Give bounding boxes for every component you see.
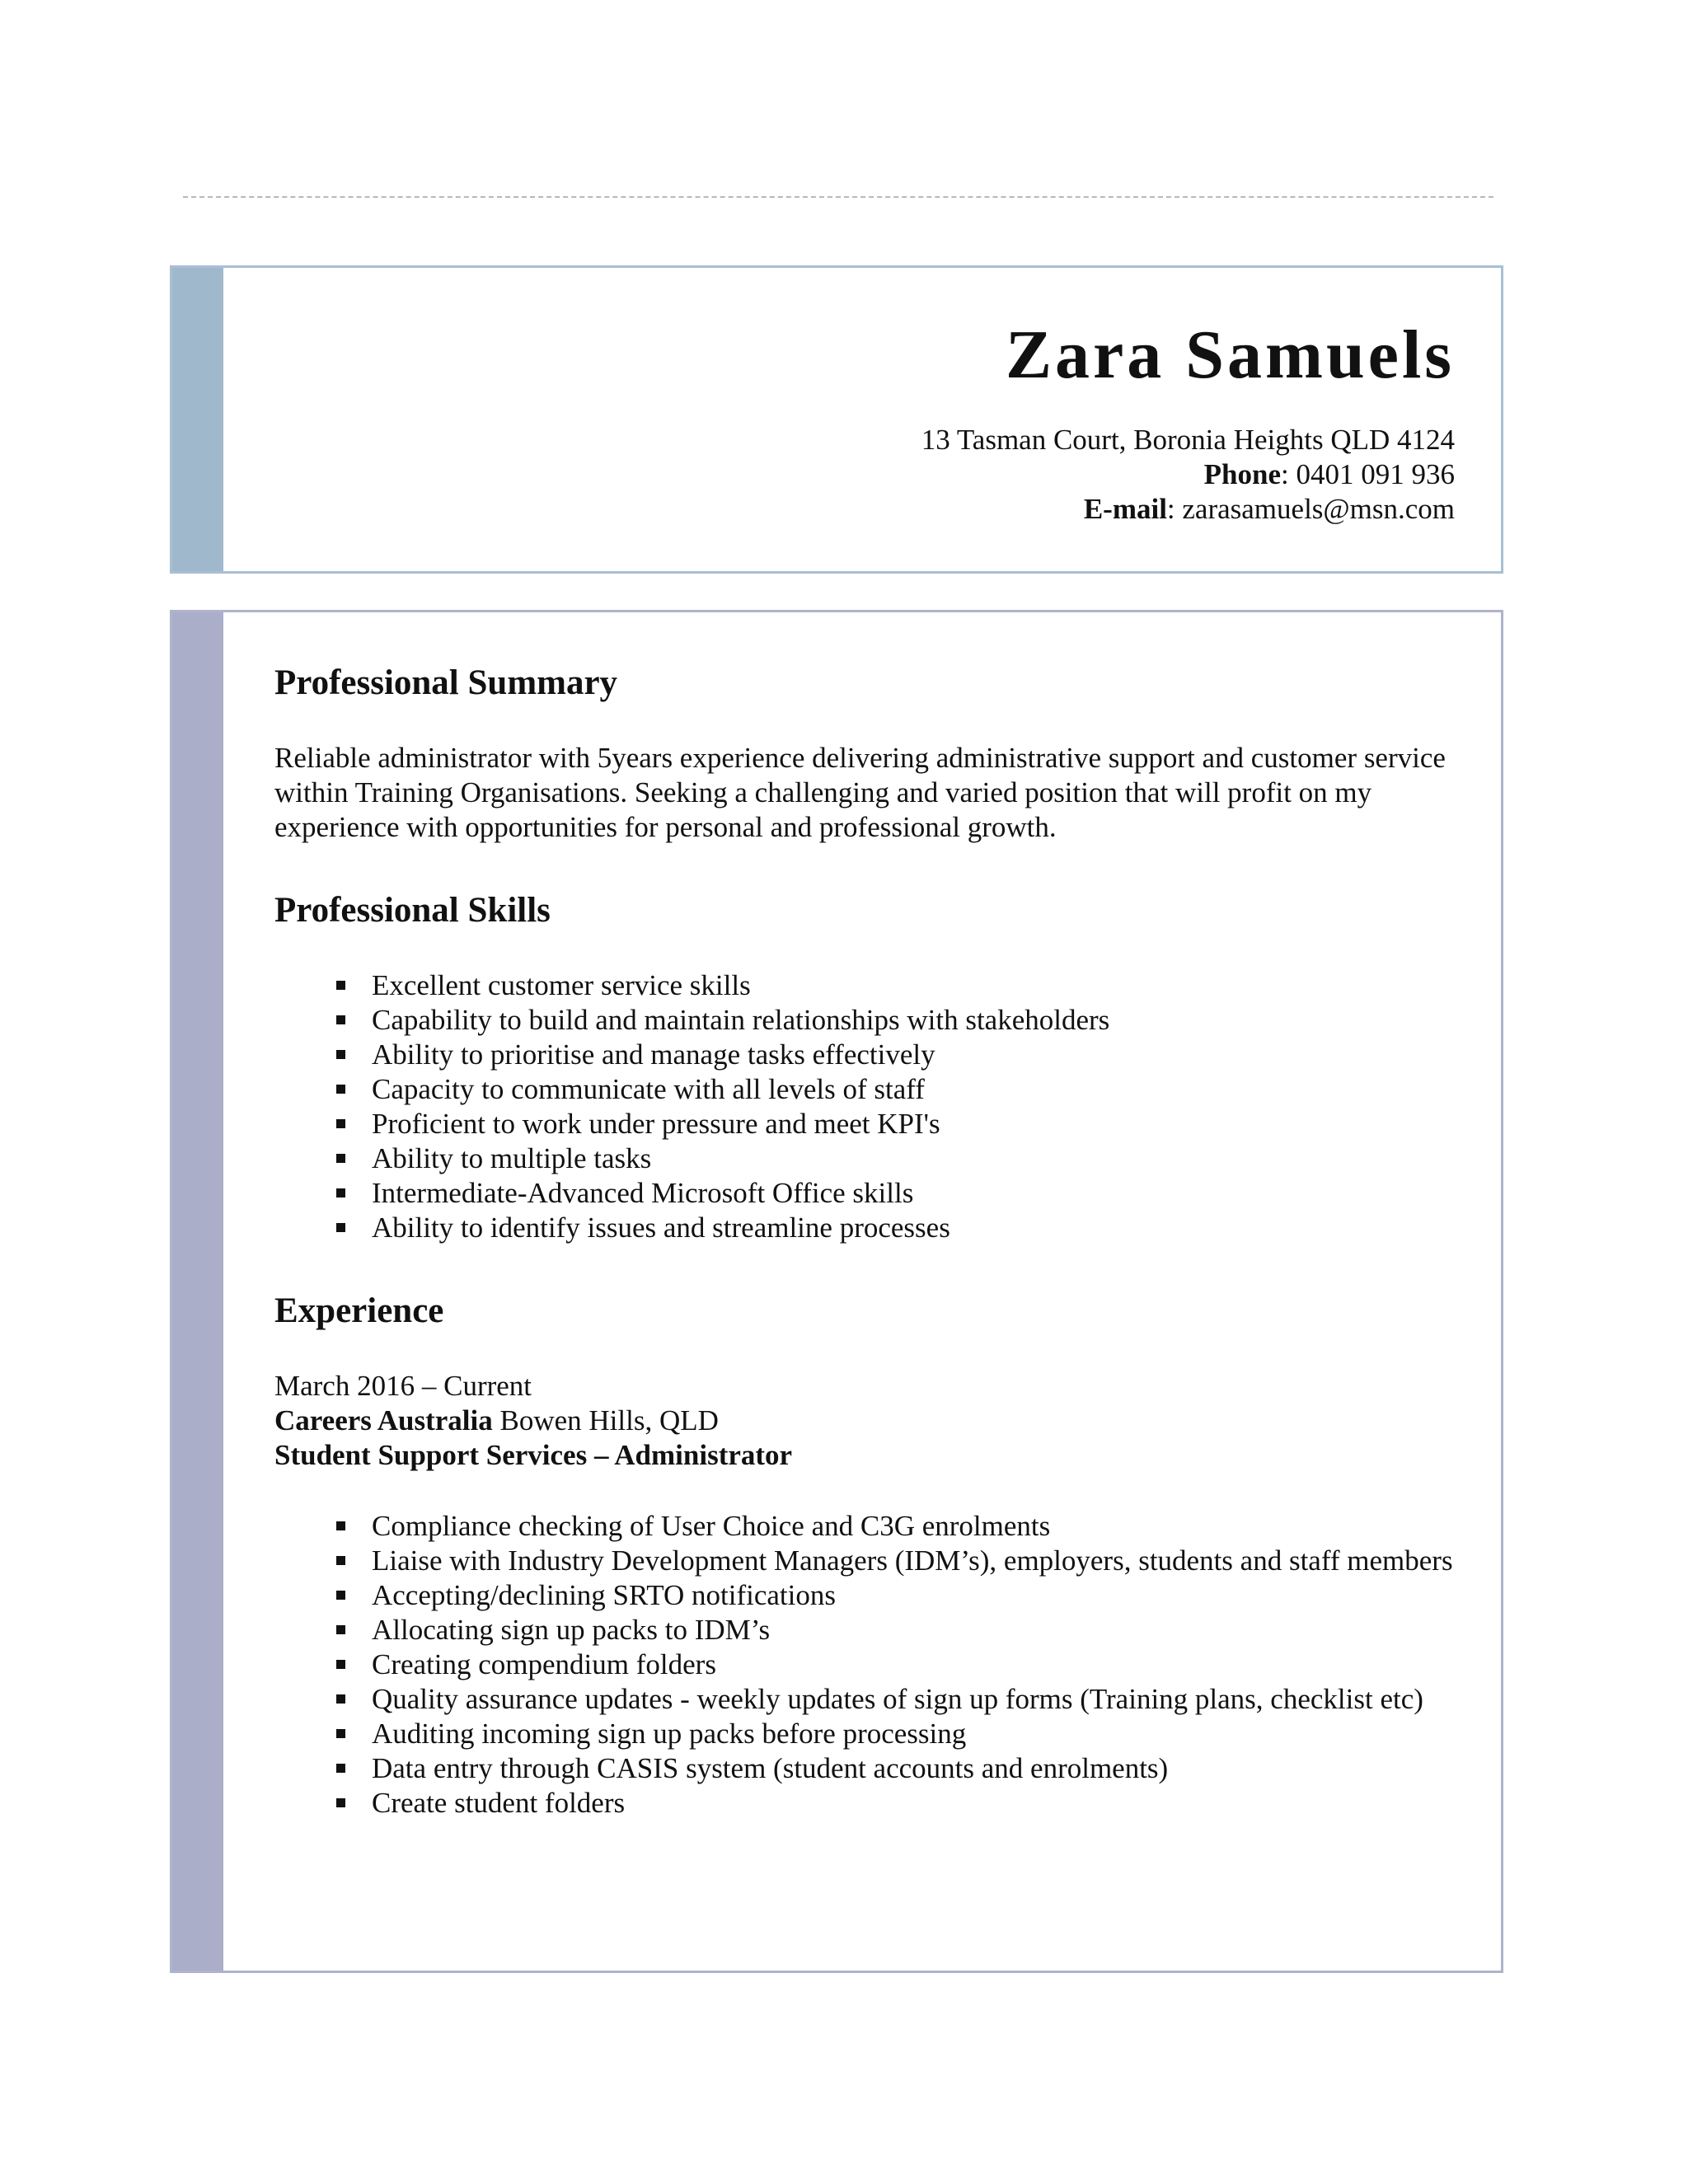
duty-item (274, 1751, 1461, 1786)
header-accent-bar (172, 268, 223, 571)
employer-location: Bowen Hills, QLD (492, 1404, 719, 1436)
duty-text: Create student folders (372, 1787, 626, 1819)
duty-item (274, 1647, 1461, 1682)
experience-dates: March 2016 – Current (274, 1370, 532, 1402)
duty-text: Data entry through CASIS system (student accounts and enrolments) (372, 1752, 1169, 1784)
duty-text: Allocating sign up packs to IDM’s (372, 1614, 771, 1646)
summary-text: Reliable administrator with 5years experience delivering administrative support and customer service within Training Organisations. Seeking a challenging and varied position that will profit on my experience with opportunities for personal and professional growth. (274, 742, 1446, 843)
duty-text: Quality assurance updates - weekly updates of sign up forms (Training plans, checklist etc) (372, 1683, 1423, 1715)
square-bullet-icon (336, 1085, 345, 1094)
duty-item (274, 1509, 1461, 1544)
duty-text: Accepting/declining SRTO notifications (372, 1579, 836, 1611)
skill-item (274, 1211, 1461, 1245)
duty-item (274, 1578, 1461, 1613)
employer-line (274, 1404, 1461, 1438)
skill-text: Excellent customer service skills (372, 969, 751, 1001)
job-title-text: Student Support Services – Administrator (274, 1439, 793, 1471)
square-bullet-icon (336, 1694, 345, 1704)
contact-block (921, 316, 1455, 527)
duty-text: Auditing incoming sign up packs before processing (372, 1718, 967, 1750)
square-bullet-icon (336, 1764, 345, 1773)
square-bullet-icon (336, 1223, 345, 1232)
duty-item (274, 1786, 1461, 1821)
experience-heading: Experience (274, 1291, 444, 1330)
skill-item (274, 1176, 1461, 1211)
duty-text: Compliance checking of User Choice and C3G enrolments (372, 1510, 1051, 1542)
main-card (170, 610, 1503, 1973)
square-bullet-icon (336, 1119, 345, 1128)
phone-value: : 0401 091 936 (1281, 458, 1455, 490)
square-bullet-icon (336, 1154, 345, 1163)
email-line (921, 492, 1455, 527)
skill-text: Proficient to work under pressure and meet KPI's (372, 1108, 940, 1140)
square-bullet-icon (336, 1015, 345, 1024)
employer-name: Careers Australia (274, 1404, 493, 1436)
skill-item (274, 968, 1461, 1003)
phone-label: Phone (1203, 458, 1282, 490)
skills-list (274, 968, 1461, 1245)
square-bullet-icon (336, 1660, 345, 1669)
skill-item (274, 1003, 1461, 1038)
skill-text: Intermediate-Advanced Microsoft Office skills (372, 1177, 914, 1209)
duty-item (274, 1682, 1461, 1717)
square-bullet-icon (336, 1625, 345, 1634)
header-card (170, 265, 1503, 574)
phone-line (921, 457, 1455, 492)
address-line: 13 Tasman Court, Boronia Heights QLD 4124 (921, 424, 1455, 456)
candidate-name: Zara Samuels (1005, 316, 1455, 393)
skill-item (274, 1141, 1461, 1176)
skills-heading: Professional Skills (274, 891, 551, 930)
square-bullet-icon (336, 1729, 345, 1738)
skill-text: Ability to prioritise and manage tasks effectively (372, 1038, 935, 1071)
square-bullet-icon (336, 981, 345, 990)
square-bullet-icon (336, 1798, 345, 1807)
skill-item (274, 1038, 1461, 1072)
skill-item (274, 1107, 1461, 1141)
skill-item (274, 1072, 1461, 1107)
duty-text: Liaise with Industry Development Managers (IDM’s), employers, students and staff members (372, 1544, 1453, 1577)
summary-heading: Professional Summary (274, 663, 618, 702)
duty-item (274, 1613, 1461, 1647)
skill-text: Capability to build and maintain relationships with stakeholders (372, 1004, 1110, 1036)
main-accent-bar (172, 612, 223, 1971)
duty-text: Creating compendium folders (372, 1648, 716, 1680)
skill-text: Capacity to communicate with all levels of staff (372, 1073, 925, 1105)
experience-duties-list (274, 1509, 1461, 1821)
skill-text: Ability to multiple tasks (372, 1142, 652, 1174)
square-bullet-icon (336, 1188, 345, 1197)
skill-text: Ability to identify issues and streamline processes (372, 1212, 950, 1244)
duty-item (274, 1717, 1461, 1751)
square-bullet-icon (336, 1521, 345, 1530)
square-bullet-icon (336, 1591, 345, 1600)
email-label: E-mail (1083, 493, 1167, 525)
duty-item (274, 1544, 1461, 1578)
experience-meta (274, 1369, 1461, 1473)
job-title (274, 1438, 1461, 1473)
square-bullet-icon (336, 1050, 345, 1059)
square-bullet-icon (336, 1556, 345, 1565)
email-value: : zarasamuels@msn.com (1166, 493, 1455, 525)
top-dashed-divider (183, 196, 1493, 198)
main-content (274, 662, 1461, 1821)
